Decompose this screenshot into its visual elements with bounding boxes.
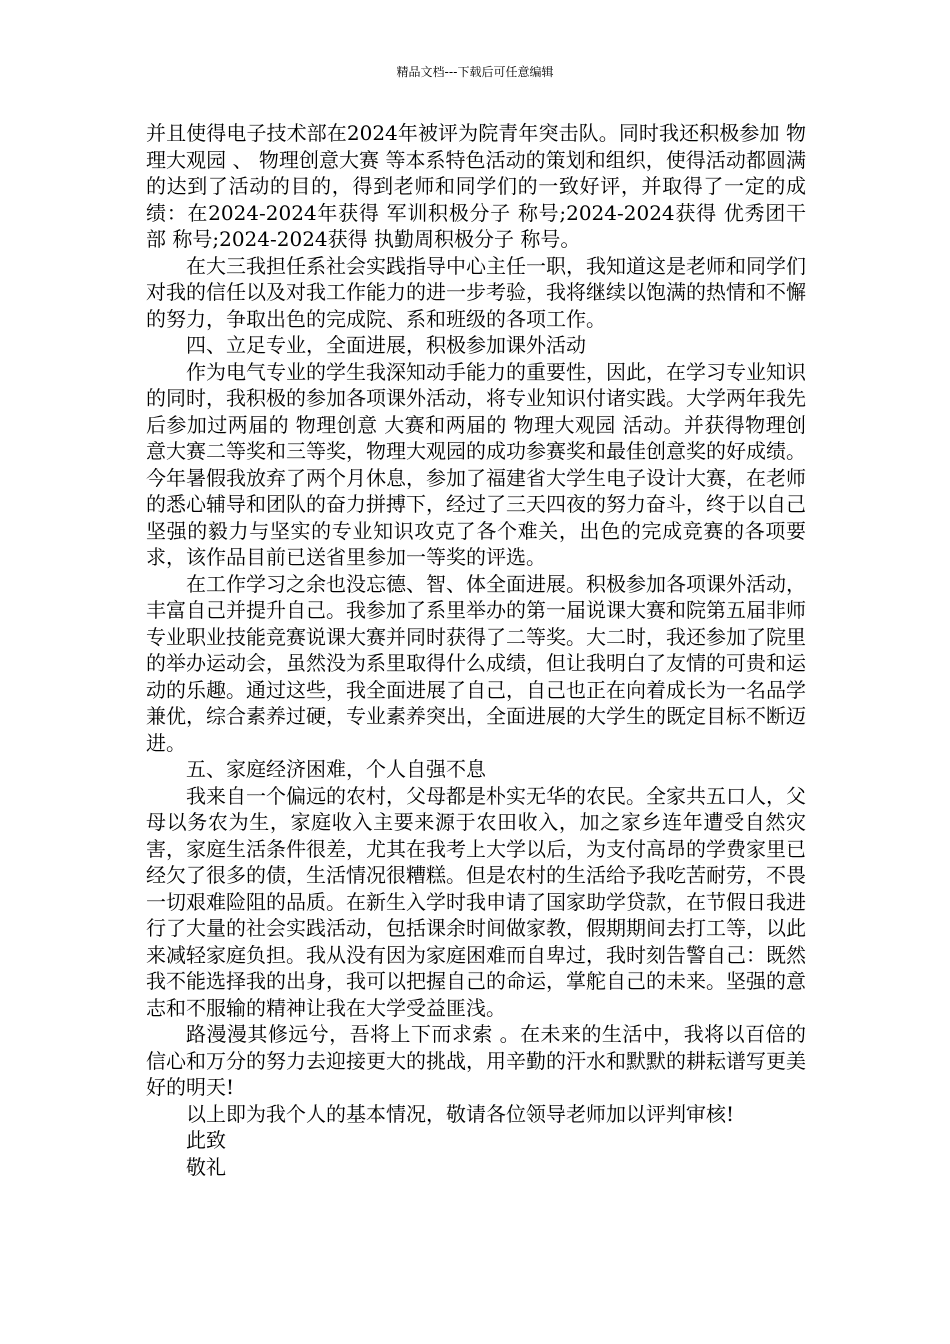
page-header: 精品文档---下载后可任意编辑 xyxy=(396,65,554,79)
section-heading: 五、家庭经济困难，个人自强不息 xyxy=(186,757,486,781)
closing-salutation: 此致 xyxy=(186,1128,226,1152)
paragraph: 作为电气专业的学生我深知动手能力的重要性，因此，在学习专业知识的同时，我积极的参加各项课外活动，将专业知识付诸实践。大学两年我先后参加过两届的 物理创意 大赛和两届的 物理大观园 活动。并获得物理创意大赛二等奖和三等奖，物理大观园的成功参赛奖和最佳创意奖的好成绩。今年暑假我放弃了两个月休息，参加了福建省大学生电子设计大赛，在老师的悉心辅导和团队的奋力拼搏下，经过了三天四夜的努力奋斗，终于以自己坚强的毅力与坚实的专业知识攻克了各个难关，出色的完成竞赛的各项要求，该作品目前已送省里参加一等奖的评选。 xyxy=(146,359,806,569)
document-body xyxy=(146,120,806,1180)
paragraph: 我来自一个偏远的农村，父母都是朴实无华的农民。全家共五口人，父母以务农为生，家庭收入主要来源于农田收入，加之家乡连年遭受自然灾害，家庭生活条件很差，尤其在我考上大学以后，为支付高昂的学费家里已经欠了很多的债，生活情况很糟糕。但是农村的生活给予我吃苦耐劳，不畏一切艰难险阻的品质。在新生入学时我申请了国家助学贷款，在节假日我进行了大量的社会实践活动，包括课余时间做家教，假期期间去打工等，以此来减轻家庭负担。我从没有因为家庭困难而自卑过，我时刻告警自己：既然我不能选择我的出身，我可以把握自己的命运，掌舵自己的未来。坚强的意志和不服输的精神让我在大学受益匪浅。 xyxy=(146,783,806,1020)
paragraph: 在工作学习之余也没忘德、智、体全面进展。积极参加各项课外活动，丰富自己并提升自己。我参加了系里举办的第一届说课大赛和院第五届非师专业职业技能竞赛说课大赛并同时获得了二等奖。大二时，我还参加了院里的举办运动会，虽然没为系里取得什么成绩，但让我明白了友情的可贵和运动的乐趣。通过这些，我全面进展了自己，自己也正在向着成长为一名品学兼优，综合素养过硬，专业素养突出，全面进展的大学生的既定目标不断迈进。 xyxy=(146,571,806,755)
paragraph: 路漫漫其修远兮，吾将上下而求索 。在未来的生活中，我将以百倍的信心和万分的努力去迎接更大的挑战，用辛勤的汗水和默默的耕耘谱写更美好的明天! xyxy=(146,1022,806,1099)
paragraph: 以上即为我个人的基本情况，敬请各位领导老师加以评判审核! xyxy=(186,1101,735,1126)
paragraph-continuation: 并且使得电子技术部在2024年被评为院青年突击队。同时我还积极参加 物理大观园 、 物理创意大赛 等本系特色活动的策划和组织，使得活动都圆满的达到了活动的目的，得到老师和同学们的一致好评，并取得了一定的成绩：在2024-2024年获得 军训积极分子 称号;2024-2024获得 优秀团干部 称号;2024-2024获得 执勤周积极分子 称号。 xyxy=(146,121,806,251)
closing-regards: 敬礼 xyxy=(186,1154,226,1179)
paragraph: 在大三我担任系社会实践指导中心主任一职，我知道这是老师和同学们对我的信任以及对我工作能力的进一步考验，我将继续以饱满的热情和不懈的努力，争取出色的完成院、系和班级的各项工作。 xyxy=(146,253,806,331)
section-heading: 四、立足专业，全面进展，积极参加课外活动 xyxy=(186,333,586,357)
